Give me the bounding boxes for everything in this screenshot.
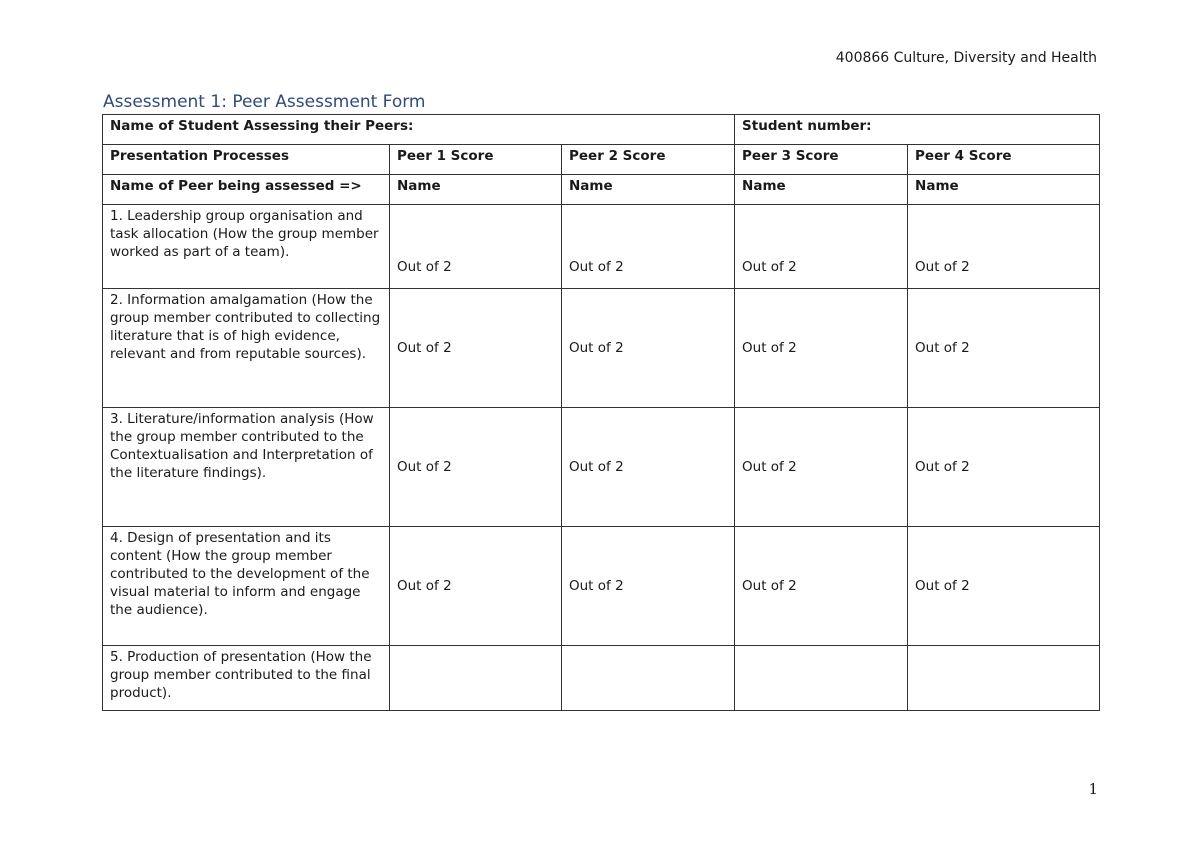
peer-1-score-field[interactable]: Out of 2 — [390, 205, 562, 289]
peer-2-name-field[interactable]: Name — [562, 175, 735, 205]
col-header-peer-4: Peer 4 Score — [908, 145, 1100, 175]
assessor-row — [103, 115, 1100, 145]
peer-1-score-field[interactable]: Out of 2 — [390, 408, 562, 527]
peer-2-score-field[interactable]: Out of 2 — [562, 205, 735, 289]
peer-4-score-field[interactable]: Out of 2 — [908, 408, 1100, 527]
criterion-row — [103, 527, 1100, 646]
course-header: 400866 Culture, Diversity and Health — [835, 50, 1097, 66]
peer-4-score-field[interactable]: Out of 2 — [908, 289, 1100, 408]
student-number-field[interactable]: Student number: — [735, 115, 1100, 145]
criterion-text: 1. Leadership group organisation and task allocation (How the group member worked as part of a team). — [103, 205, 390, 289]
col-header-peer-2: Peer 2 Score — [562, 145, 735, 175]
column-header-row — [103, 145, 1100, 175]
peer-1-score-field[interactable] — [390, 646, 562, 711]
peer-4-name-field[interactable]: Name — [908, 175, 1100, 205]
col-header-processes: Presentation Processes — [103, 145, 390, 175]
page-title: Assessment 1: Peer Assessment Form — [103, 92, 426, 112]
peer-3-score-field[interactable]: Out of 2 — [735, 408, 908, 527]
criterion-text: 4. Design of presentation and its content (How the group member contributed to the development of the visual material to inform and engage the audience). — [103, 527, 390, 646]
peer-3-score-field[interactable]: Out of 2 — [735, 289, 908, 408]
criterion-row — [103, 646, 1100, 711]
criterion-text: 5. Production of presentation (How the group member contributed to the final product). — [103, 646, 390, 711]
criterion-row — [103, 289, 1100, 408]
peer-2-score-field[interactable]: Out of 2 — [562, 527, 735, 646]
peer-4-score-field[interactable] — [908, 646, 1100, 711]
peer-3-name-field[interactable]: Name — [735, 175, 908, 205]
criterion-row — [103, 205, 1100, 289]
criterion-text: 3. Literature/information analysis (How the group member contributed to the Contextualisation and Interpretation of the literature findings). — [103, 408, 390, 527]
peer-3-score-field[interactable] — [735, 646, 908, 711]
peer-name-label: Name of Peer being assessed => — [103, 175, 390, 205]
peer-1-name-field[interactable]: Name — [390, 175, 562, 205]
peer-1-score-field[interactable]: Out of 2 — [390, 289, 562, 408]
page-number: 1 — [1088, 780, 1098, 798]
criterion-row — [103, 408, 1100, 527]
peer-assessment-table — [102, 114, 1100, 711]
assessor-name-field[interactable]: Name of Student Assessing their Peers: — [103, 115, 735, 145]
peer-4-score-field[interactable]: Out of 2 — [908, 205, 1100, 289]
peer-4-score-field[interactable]: Out of 2 — [908, 527, 1100, 646]
col-header-peer-3: Peer 3 Score — [735, 145, 908, 175]
peer-3-score-field[interactable]: Out of 2 — [735, 527, 908, 646]
peer-2-score-field[interactable]: Out of 2 — [562, 289, 735, 408]
peer-name-row — [103, 175, 1100, 205]
peer-3-score-field[interactable]: Out of 2 — [735, 205, 908, 289]
peer-1-score-field[interactable]: Out of 2 — [390, 527, 562, 646]
criterion-text: 2. Information amalgamation (How the group member contributed to collecting literature that is of high evidence, relevant and from reputable sources). — [103, 289, 390, 408]
col-header-peer-1: Peer 1 Score — [390, 145, 562, 175]
peer-2-score-field[interactable]: Out of 2 — [562, 408, 735, 527]
peer-2-score-field[interactable] — [562, 646, 735, 711]
